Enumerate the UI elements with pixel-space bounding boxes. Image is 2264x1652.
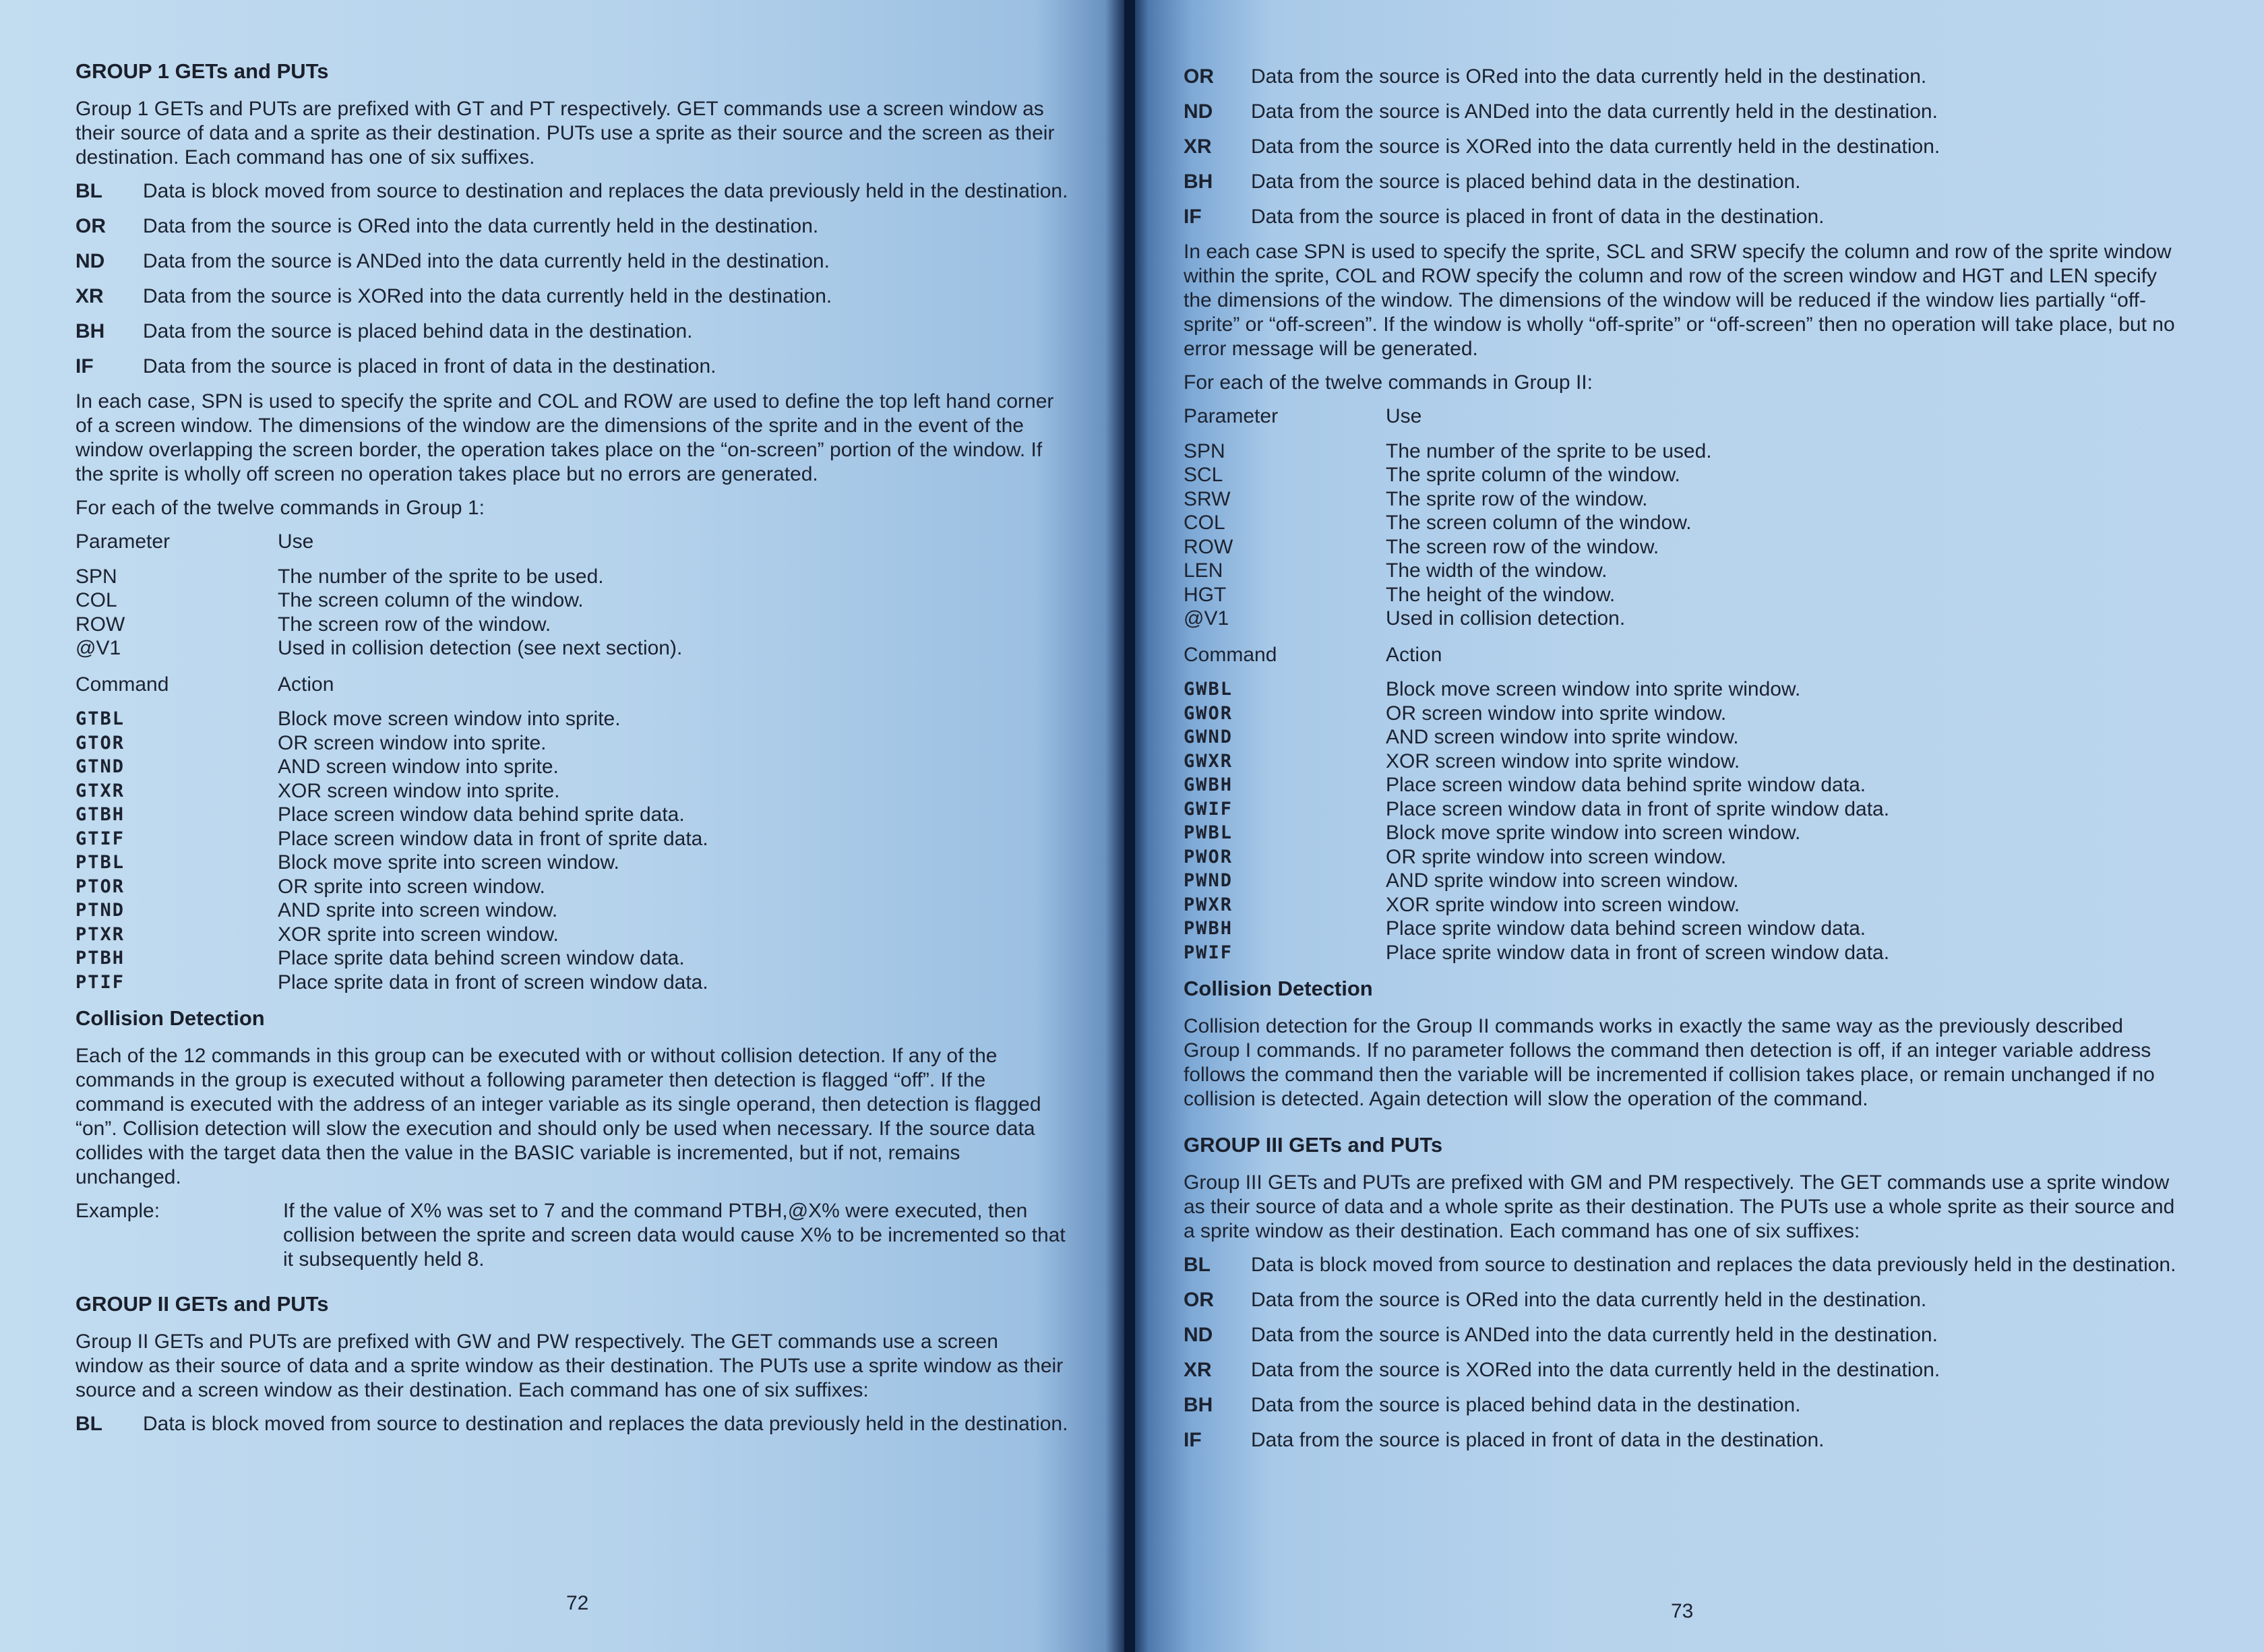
table-row	[75, 707, 708, 731]
table-header-row	[75, 673, 708, 708]
group1-suffix-list	[75, 179, 1070, 379]
collision-detection-heading: Collision Detection	[1184, 977, 1373, 1000]
param-name: SPN	[1184, 439, 1225, 462]
col-header-use: Use	[1386, 405, 1422, 427]
group2-command-table	[1184, 643, 1889, 965]
suffix-code: ND	[1184, 1324, 1213, 1346]
param-use: The height of the window.	[1386, 583, 1616, 606]
table-row	[75, 636, 682, 661]
table-row	[75, 971, 708, 995]
suffix-code: BL	[75, 1413, 102, 1435]
suffix-code: BL	[75, 180, 102, 202]
table-row	[75, 898, 708, 923]
command-name: PWXR	[1184, 894, 1233, 915]
table-row	[1184, 821, 1889, 845]
suffix-code: IF	[75, 355, 94, 377]
param-use: The width of the window.	[1386, 559, 1608, 582]
param-name: SRW	[1184, 487, 1231, 510]
table-row	[1184, 749, 1889, 774]
command-name: GWND	[1184, 727, 1233, 747]
command-action: Block move screen window into sprite.	[278, 708, 621, 730]
suffix-code: OR	[1184, 65, 1214, 88]
command-name: PWOR	[1184, 846, 1233, 867]
table-row	[75, 851, 708, 875]
col-header-use: Use	[278, 530, 314, 553]
suffix-desc: Data is block moved from source to destination and replaces the data previously held in the destination.	[143, 180, 1068, 202]
table-row	[1184, 439, 1712, 464]
param-use: Used in collision detection.	[1386, 607, 1626, 630]
page-number: 73	[1671, 1600, 1694, 1622]
table-row	[1184, 917, 1889, 941]
table-row	[75, 946, 708, 971]
command-action: Block move sprite into screen window.	[278, 851, 619, 874]
command-action: Place screen window data in front of sprite window data.	[1386, 797, 1890, 820]
group2-heading: GROUP II GETs and PUTs	[75, 1292, 329, 1316]
collision-detection-text: Collision detection for the Group II commands works in exactly the same way as the previously described Group I commands. If no parameter follows the command then detection is off, if an integer variable address follows the command then the variable will be incremented if collision takes place, or remain unchanged if no collision is detected. Again detection will slow the operation of the command.	[1184, 1015, 2155, 1110]
col-header-command: Command	[1184, 643, 1277, 666]
param-name: @V1	[1184, 607, 1229, 630]
command-action: AND sprite window into screen window.	[1386, 869, 1739, 892]
suffix-item	[75, 179, 1070, 204]
suffix-desc: Data from the source is ANDed into the data currently held in the destination.	[1251, 100, 1938, 123]
group3-heading: GROUP III GETs and PUTs	[1184, 1133, 1443, 1157]
col-header-parameter: Parameter	[75, 530, 171, 553]
command-name: GWXR	[1184, 750, 1233, 772]
suffix-item	[1184, 1358, 2183, 1382]
suffix-code: ND	[75, 250, 105, 272]
command-action: Place sprite window data in front of screen window data.	[1386, 941, 1890, 964]
param-name: HGT	[1184, 583, 1227, 606]
group1-heading: GROUP 1 GETs and PUTs	[75, 59, 329, 83]
command-action: OR sprite into screen window.	[278, 875, 545, 898]
collision-detection-heading: Collision Detection	[75, 1006, 265, 1030]
suffix-item	[1184, 100, 2183, 124]
command-action: XOR sprite into screen window.	[278, 923, 559, 946]
command-name: PTND	[75, 900, 125, 921]
command-action: Place sprite window data behind screen window data.	[1386, 917, 1866, 940]
suffix-desc: Data from the source is ORed into the data currently held in the destination.	[143, 215, 819, 237]
param-name: @V1	[75, 637, 121, 659]
suffix-code: IF	[1184, 1429, 1202, 1451]
command-name: GTND	[75, 756, 125, 777]
suffix-code: OR	[75, 215, 106, 237]
param-name: ROW	[1184, 535, 1233, 558]
command-action: AND sprite into screen window.	[278, 899, 558, 921]
table-row	[75, 755, 708, 779]
table-row	[75, 827, 708, 851]
suffix-item	[75, 249, 1070, 274]
group2-suffix-list	[1184, 65, 2183, 229]
command-name: PWBL	[1184, 822, 1233, 843]
table-row	[75, 565, 682, 589]
command-action: OR screen window into sprite.	[278, 731, 547, 754]
param-name: SCL	[1184, 464, 1223, 486]
group1-case-paragraph: In each case, SPN is used to specify the sprite and COL and ROW are used to define the top left hand corner of a screen window. The dimensions of the window are the dimensions of the sprite and in the event of the window overlapping the screen border, the operation takes place on the “on-screen” portion of the window. If the sprite is wholly off screen no operation takes place but no errors are generated.	[75, 390, 1054, 485]
suffix-item	[75, 319, 1070, 344]
suffix-item	[1184, 1323, 2183, 1347]
table-row	[1184, 487, 1712, 512]
param-use: The sprite row of the window.	[1386, 487, 1648, 510]
command-name: GTOR	[75, 732, 125, 754]
command-action: OR sprite window into screen window.	[1386, 845, 1727, 868]
command-action: OR screen window into sprite window.	[1386, 702, 1727, 725]
command-action: Place screen window data behind sprite window data.	[1386, 774, 1866, 796]
group2-intro: Group II GETs and PUTs are prefixed with GW and PW respectively. The GET commands use a screen window as their source of data and a sprite window as their destination. The PUTs use a sprite window as their source and a screen window as their destination. Each command has one of six suffixes:	[75, 1330, 1064, 1401]
param-name: COL	[1184, 512, 1225, 534]
command-action: XOR sprite window into screen window.	[1386, 893, 1740, 916]
command-action: Place screen window data behind sprite data.	[278, 803, 685, 826]
table-row	[1184, 535, 1712, 559]
suffix-code: IF	[1184, 206, 1202, 228]
table-row	[1184, 607, 1712, 631]
param-use: The sprite column of the window.	[1386, 464, 1680, 486]
command-name: PWND	[1184, 870, 1233, 891]
page-number: 72	[566, 1592, 589, 1614]
table-row	[1184, 583, 1712, 607]
suffix-desc: Data from the source is XORed into the data currently held in the destination.	[1251, 1359, 1940, 1381]
example-text: If the value of X% was set to 7 and the command PTBH,@X% were executed, then collision between the sprite and screen data would cause X% to be incremented so that it subsequently held 8.	[283, 1200, 1066, 1271]
param-use: The screen row of the window.	[278, 613, 551, 636]
suffix-code: XR	[1184, 135, 1212, 158]
command-action: AND screen window into sprite window.	[1386, 726, 1739, 748]
command-name: PWIF	[1184, 942, 1233, 963]
col-header-command: Command	[75, 673, 169, 696]
suffix-desc: Data from the source is XORed into the data currently held in the destination.	[1251, 135, 1940, 158]
command-name: GWBH	[1184, 774, 1233, 795]
command-name: GTXR	[75, 780, 125, 801]
group3-intro: Group III GETs and PUTs are prefixed with GM and PM respectively. The GET commands use a sprite window as their source of data and a whole sprite as their destination. The PUTs use a whole sprite as their source and a sprite window as their destination. Each command has one of six suffixes:	[1184, 1171, 2175, 1242]
suffix-code: OR	[1184, 1289, 1214, 1311]
col-header-parameter: Parameter	[1184, 405, 1279, 427]
suffix-item	[1184, 1393, 2183, 1417]
param-use: The screen row of the window.	[1386, 535, 1659, 558]
table-header-row	[75, 530, 682, 565]
table-row	[1184, 941, 1889, 965]
suffix-code: BH	[1184, 1394, 1213, 1416]
param-use: Used in collision detection (see next section).	[278, 637, 683, 659]
command-name: GTBL	[75, 708, 125, 729]
command-action: AND screen window into sprite.	[278, 756, 559, 778]
table-row	[1184, 773, 1889, 797]
command-name: GTIF	[75, 828, 125, 849]
suffix-desc: Data from the source is XORed into the data currently held in the destination.	[143, 285, 832, 307]
suffix-code: XR	[75, 285, 104, 307]
suffix-desc: Data from the source is placed in front of data in the destination.	[143, 355, 716, 377]
suffix-desc: Data is block moved from source to destination and replaces the data previously held in the destination.	[143, 1413, 1068, 1435]
table-row	[75, 731, 708, 756]
suffix-code: BH	[75, 320, 105, 342]
collision-detection-text: Each of the 12 commands in this group can be executed with or without collision detection. If any of the commands in the group is executed without a following parameter then detection is flagged “off”. If the command is executed with the address of an integer variable as its single operand, then detection is flagged “on”. Collision detection will slow the execution and should only be used when necessary. If the source data collides with the target data then the value in the BASIC variable is incremented, but if not, remains unchanged.	[75, 1045, 1041, 1188]
table-row	[75, 779, 708, 803]
suffix-item	[75, 284, 1070, 309]
table-row	[75, 803, 708, 827]
right-page	[1135, 0, 2264, 1652]
suffix-desc: Data from the source is placed behind data in the destination.	[143, 320, 693, 342]
table-row	[75, 923, 708, 947]
suffix-item	[1184, 1288, 2183, 1312]
command-name: PTBH	[75, 948, 125, 969]
table-row	[75, 875, 708, 899]
command-name: PTIF	[75, 971, 125, 993]
command-name: GWIF	[1184, 798, 1233, 820]
param-use: The number of the sprite to be used.	[1386, 439, 1712, 462]
group1-command-table	[75, 673, 708, 995]
command-name: PTBL	[75, 852, 125, 873]
command-action: Place sprite data behind screen window data.	[278, 947, 685, 969]
suffix-desc: Data from the source is ORed into the data currently held in the destination.	[1251, 65, 1927, 88]
param-name: ROW	[75, 613, 125, 636]
example-label: Example:	[75, 1200, 160, 1222]
table-header-row	[1184, 643, 1889, 678]
suffix-item	[1184, 1428, 2183, 1452]
suffix-desc: Data from the source is placed behind data in the destination.	[1251, 171, 1801, 193]
suffix-item	[75, 355, 1070, 379]
group1-parameter-table	[75, 530, 682, 661]
suffix-desc: Data from the source is placed behind data in the destination.	[1251, 1394, 1801, 1416]
table-row	[75, 588, 682, 613]
table-row	[1184, 559, 1712, 583]
suffix-desc: Data is block moved from source to destination and replaces the data previously held in the destination.	[1251, 1254, 2176, 1276]
table-row	[75, 613, 682, 637]
param-use: The screen column of the window.	[1386, 512, 1692, 534]
suffix-code: XR	[1184, 1359, 1212, 1381]
command-name: GWOR	[1184, 702, 1233, 724]
book-gutter	[1105, 0, 1149, 1652]
command-name: PTOR	[75, 876, 125, 897]
group2-parameter-table	[1184, 404, 1712, 631]
suffix-item	[1184, 65, 2183, 89]
command-name: GTBH	[75, 804, 125, 825]
command-action: Block move sprite window into screen window.	[1386, 822, 1801, 844]
group2-foreach: For each of the twelve commands in Group II:	[1184, 371, 1593, 394]
group2-case-paragraph: In each case SPN is used to specify the sprite, SCL and SRW specify the column and row of the sprite window within the sprite, COL and ROW specify the column and row of the screen window and HGT and LEN specify the dimensions of the window. The dimensions of the window will be reduced if the window lies partially “off-sprite” or “off-screen”. If the window is wholly “off-sprite” or “off-screen” then no operation will take place, but no error message will be generated.	[1184, 241, 2175, 360]
table-row	[1184, 677, 1889, 702]
table-row	[1184, 725, 1889, 749]
command-name: PTXR	[75, 923, 125, 945]
param-name: COL	[75, 589, 117, 611]
left-page	[0, 0, 1124, 1652]
suffix-item	[1184, 205, 2183, 229]
suffix-code: BH	[1184, 171, 1213, 193]
table-row	[1184, 869, 1889, 893]
suffix-item	[1184, 170, 2183, 194]
command-action: XOR screen window into sprite window.	[1386, 749, 1740, 772]
table-header-row	[1184, 404, 1712, 439]
command-name: PWBH	[1184, 918, 1233, 939]
suffix-item	[1184, 135, 2183, 159]
command-action: Block move screen window into sprite window.	[1386, 678, 1801, 700]
table-row	[1184, 511, 1712, 535]
suffix-desc: Data from the source is ORed into the data currently held in the destination.	[1251, 1289, 1927, 1311]
suffix-item	[1184, 1253, 2183, 1277]
table-row	[1184, 463, 1712, 487]
suffix-item	[75, 1412, 1070, 1436]
param-name: SPN	[75, 565, 117, 588]
spacer	[1184, 1121, 2183, 1133]
suffix-item	[75, 214, 1070, 239]
table-row	[1184, 893, 1889, 917]
group1-intro: Group 1 GETs and PUTs are prefixed with GT and PT respectively. GET commands use a screen window as their source of data and a sprite as their destination. PUTs use a sprite as their source and the screen as their destination. Each command has one of six suffixes.	[75, 98, 1055, 169]
suffix-desc: Data from the source is placed in front of data in the destination.	[1251, 1429, 1825, 1451]
param-use: The screen column of the window.	[278, 589, 584, 611]
table-row	[1184, 845, 1889, 869]
suffix-desc: Data from the source is ANDed into the data currently held in the destination.	[143, 250, 830, 272]
command-action: Place screen window data in front of sprite data.	[278, 827, 708, 850]
param-use: The number of the sprite to be used.	[278, 565, 604, 588]
example-block	[75, 1199, 1070, 1272]
command-name: GWBL	[1184, 679, 1233, 700]
suffix-desc: Data from the source is placed in front of data in the destination.	[1251, 206, 1825, 228]
suffix-code: ND	[1184, 100, 1213, 123]
command-action: XOR screen window into sprite.	[278, 779, 560, 802]
suffix-desc: Data from the source is ANDed into the data currently held in the destination.	[1251, 1324, 1938, 1346]
command-action: Place sprite data in front of screen window data.	[278, 971, 708, 993]
group3-suffix-list	[1184, 1253, 2183, 1452]
group1-foreach: For each of the twelve commands in Group 1:	[75, 497, 485, 519]
param-name: LEN	[1184, 559, 1223, 582]
table-row	[1184, 702, 1889, 726]
col-header-action: Action	[1386, 643, 1442, 666]
table-row	[1184, 797, 1889, 822]
col-header-action: Action	[278, 673, 334, 696]
suffix-code: BL	[1184, 1254, 1211, 1276]
